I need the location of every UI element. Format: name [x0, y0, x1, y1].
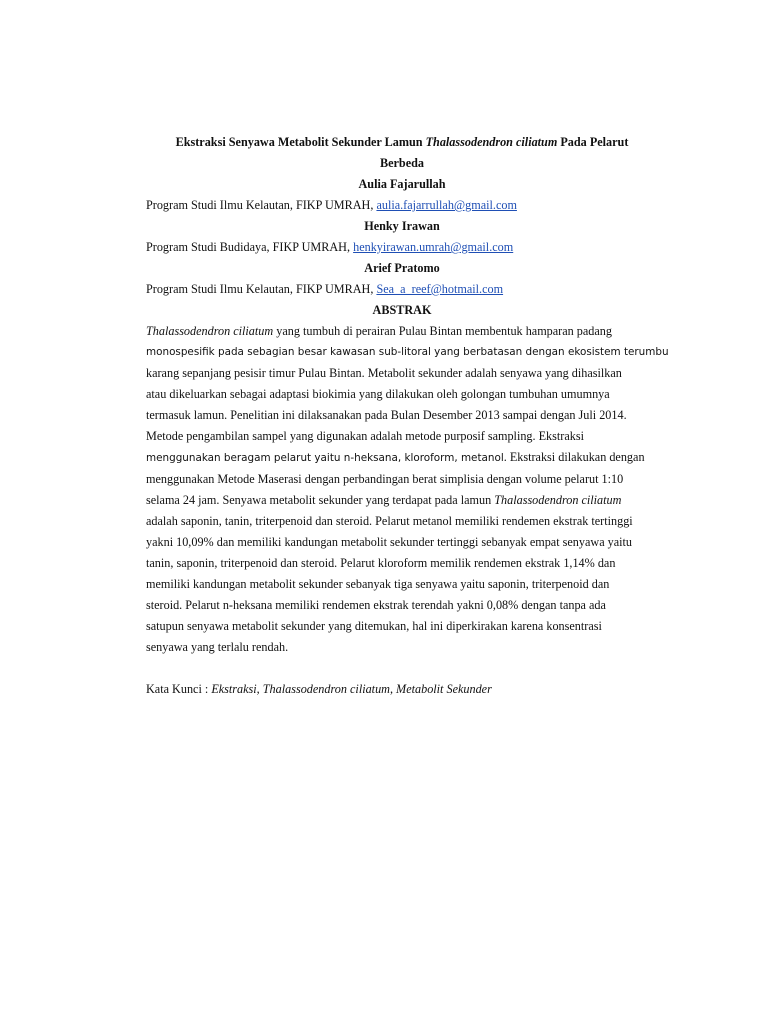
author-affiliation: Program Studi Ilmu Kelautan, FIKP UMRAH, aulia.fajarrullah@gmail.com: [146, 198, 517, 212]
abstract-line: steroid. Pelarut n-heksana memiliki rendemen ekstrak terendah yakni 0,08% dengan tanpa ada: [146, 598, 606, 612]
abstract-line: memiliki kandungan metabolit sekunder sebanyak tiga senyawa yaitu saponin, triterpenoid dan: [146, 577, 610, 591]
author-name: Henky Irawan: [364, 219, 440, 233]
keywords: [146, 679, 658, 700]
abstract-line: tanin, saponin, triterpenoid dan steroid. Pelarut kloroform memilik rendemen ekstrak 1,14% dan: [146, 556, 616, 570]
abstract-line: atau dikeluarkan sebagai adaptasi biokimia yang dilakukan oleh golongan tumbuhan umumnya: [146, 387, 610, 401]
abstract-line: menggunakan beragam pelarut yaitu n-heksana, kloroform, metanol. Ekstraksi dilakukan dengan: [146, 450, 645, 464]
abstract-line: karang sepanjang pesisir timur Pulau Bintan. Metabolit sekunder adalah senyawa yang dihasilkan: [146, 366, 622, 380]
author-name: Aulia Fajarullah: [358, 177, 446, 191]
abstract-line: Thalassodendron ciliatum yang tumbuh di perairan Pulau Bintan membentuk hamparan padang: [146, 324, 612, 338]
author-email-link[interactable]: Sea_a_reef@hotmail.com: [376, 282, 504, 296]
paper-title: Ekstraksi Senyawa Metabolit Sekunder Lamun Thalassodendron ciliatum Pada Pelarut: [175, 135, 629, 149]
abstract-line: satupun senyawa metabolit sekunder yang ditemukan, hal ini diperkirakan karena konsentrasi: [146, 619, 602, 633]
abstract-line: termasuk lamun. Penelitian ini dilaksanakan pada Bulan Desember 2013 sampai dengan Juli 2014.: [146, 408, 627, 422]
author-affiliation: Program Studi Budidaya, FIKP UMRAH, henkyirawan.umrah@gmail.com: [146, 240, 514, 254]
abstract-line: Metode pengambilan sampel yang digunakan adalah metode purposif sampling. Ekstraksi: [146, 429, 584, 443]
abstract-heading: ABSTRAK: [372, 303, 432, 317]
abstract-line: adalah saponin, tanin, triterpenoid dan steroid. Pelarut metanol memiliki rendemen ekstrak tertinggi: [146, 514, 633, 528]
paper-title-line2: Berbeda: [379, 156, 424, 170]
author-affiliation: Program Studi Ilmu Kelautan, FIKP UMRAH, Sea_a_reef@hotmail.com: [146, 282, 504, 296]
author-email-link[interactable]: aulia.fajarrullah@gmail.com: [376, 198, 517, 212]
author-name: Arief Pratomo: [364, 261, 440, 275]
keywords-label: Kata Kunci :: [146, 682, 212, 696]
abstract-text: [146, 321, 669, 658]
abstract-line: monospesifik pada sebagian besar kawasan sub-litoral yang berbatasan dengan ekosistem terumbu: [146, 346, 669, 358]
document-body: [146, 132, 669, 700]
abstract-line: selama 24 jam. Senyawa metabolit sekunder yang terdapat pada lamun Thalassodendron ciliatum: [146, 493, 622, 507]
abstract-line: senyawa yang terlalu rendah.: [146, 640, 289, 654]
author-email-link[interactable]: henkyirawan.umrah@gmail.com: [353, 240, 514, 254]
abstract-line: yakni 10,09% dan memiliki kandungan metabolit sekunder tertinggi sebanyak empat senyawa yaitu: [146, 535, 633, 549]
abstract-line: menggunakan Metode Maserasi dengan perbandingan berat simplisia dengan volume pelarut 1:10: [146, 472, 624, 486]
title-species: Thalassodendron ciliatum: [425, 135, 558, 149]
keywords-values: Ekstraksi, Thalassodendron ciliatum, Metabolit Sekunder: [211, 682, 492, 696]
